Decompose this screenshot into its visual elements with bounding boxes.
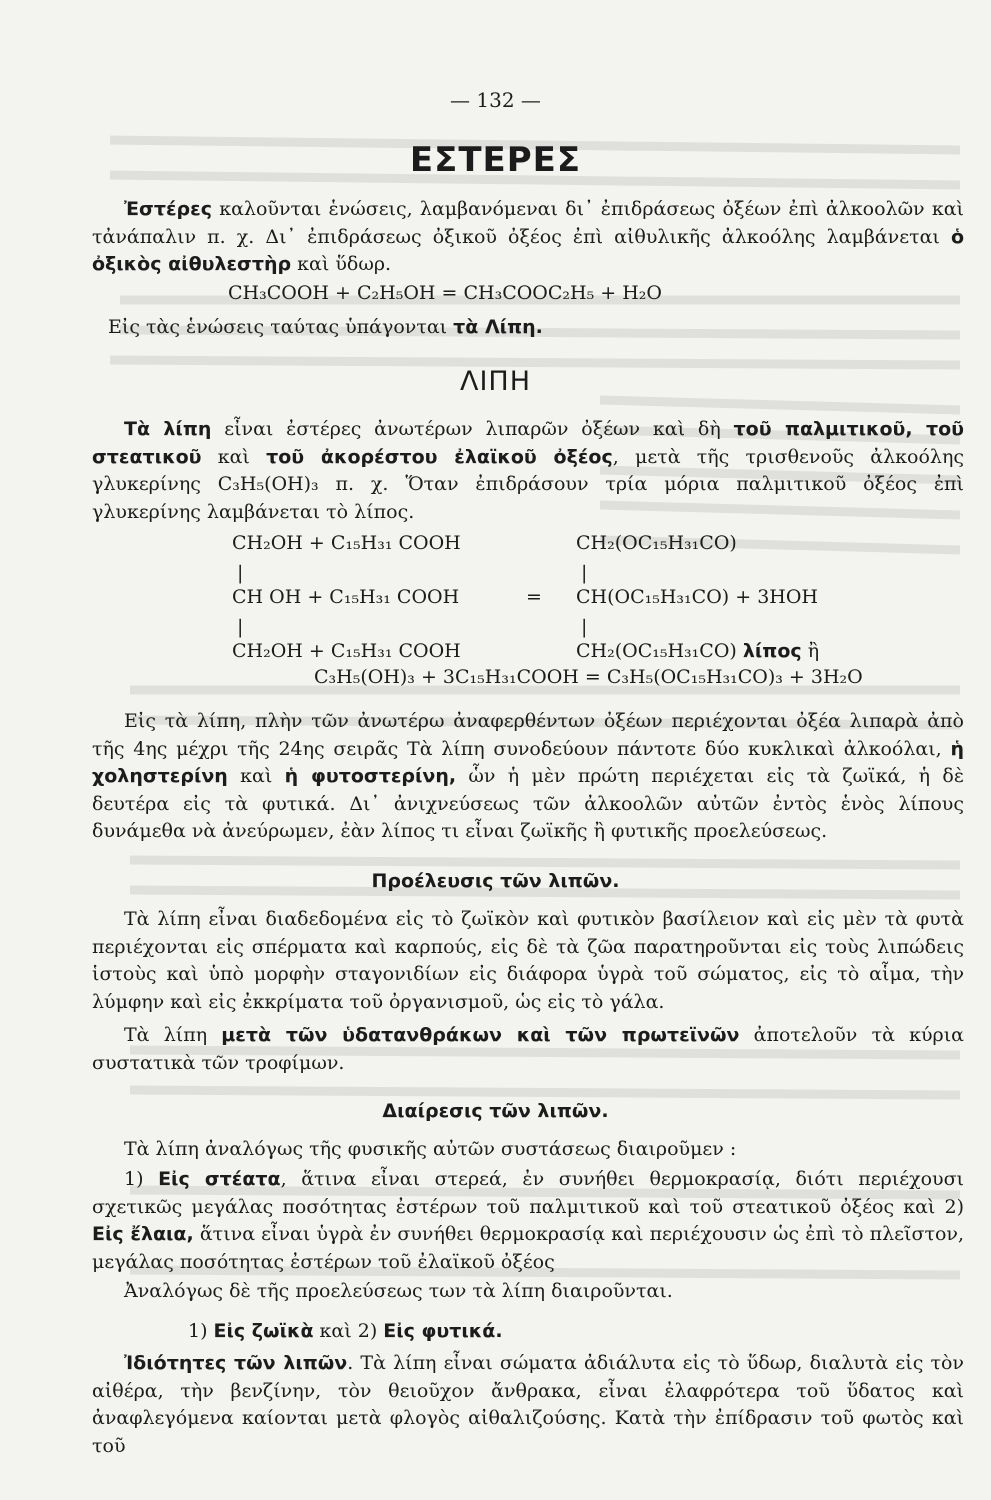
- term-the-fats: Τὰ λίπη: [124, 418, 212, 440]
- properties-text: . Τὰ λίπη εἶναι σώματα ἀδιάλυτα εἰς τὸ ὕδωρ, διαλυτὰ εἰς τὸν αἰθέρα, τὴν βενζίνην, τὸν θειοῦχον ἄνθρακα, εἶναι ἐλαφρότερα τοῦ ὕδατος καὶ ἀναφλεγόμενα καίονται μετὰ φλογὸς αἰθαλιζούσης. Κατὰ τὴν ἐπίδρασιν τοῦ φωτὸς καὶ τοῦ: [92, 1352, 964, 1457]
- fats-components-and: καὶ: [227, 765, 285, 787]
- reaction-right-row-1: CH₂(OC₁₅H₃₁CO): [576, 532, 737, 554]
- label-fat: λίπος: [742, 640, 802, 662]
- term-esters: Ἐστέρες: [124, 198, 212, 220]
- nutrition-text: Τὰ λίπη: [124, 1024, 222, 1046]
- chapter-title-esters: ΕΣΤΕΡΕΣ: [409, 140, 582, 180]
- term-tallows: Εἰς στέατα: [158, 1168, 281, 1190]
- fats-definition-text: εἶναι ἐστέρες ἀνωτέρων λιπαρῶν ὀξέων καὶ δὴ: [211, 418, 734, 440]
- division-intro: Τὰ λίπη ἀναλόγως τῆς φυσικῆς αὐτῶν συστάσεως διαιροῦμεν :: [124, 1138, 737, 1160]
- term-palmitic-stearic: τοῦ παλμιτικοῦ, τοῦ στεατικοῦ: [92, 418, 964, 468]
- section-heading-fats: ΛΙΠΗ: [459, 366, 532, 397]
- reaction-or: ἢ: [801, 640, 820, 662]
- term-ethyl-acetate: ὁ ὀξικὸς αἰθυλεστὴρ: [92, 225, 964, 275]
- term-animal: Εἰς ζωϊκὰ: [213, 1320, 314, 1342]
- reaction-right-row-2: CH(OC₁₅H₃₁CO) + 3HOH: [576, 586, 818, 608]
- term-oils: Εἰς ἔλαια,: [92, 1223, 194, 1245]
- fats-components-paragraph: [92, 708, 964, 846]
- division-item-1-text: , ἅτινα εἶναι στερεά, ἐν συνήθει θερμοκρασίᾳ, διότι περιέχουσι σχετικῶς μεγάλας ποσότητας ἐστέρων τοῦ παλμιτικοῦ καὶ τοῦ στεατικοῦ ὀξέος καὶ 2): [92, 1168, 965, 1218]
- term-properties: Ἰδιότητες τῶν λιπῶν: [124, 1352, 348, 1374]
- reaction-left-row-2: CH OH + C₁₅H₃₁ COOH: [232, 586, 460, 608]
- reaction-bond-left-1: |: [237, 562, 244, 584]
- reaction-equals-sign: =: [526, 586, 542, 608]
- esters-definition-text: καλοῦνται ἑνώσεις, λαμβανόμεναι δι᾿ ἐπιδράσεως ὀξέων ἐπὶ ἀλκοολῶν καὶ τἀνάπαλιν π. χ. Δι᾿ ἐπιδράσεως ὀξικοῦ ὀξέος ἐπὶ αἰθυλικῆς ἀλκοόλης λαμβάνεται: [92, 198, 964, 248]
- division-item-1-number: 1): [124, 1168, 159, 1190]
- term-oleic-acid: τοῦ ἀκορέστου ἐλαϊκοῦ ὀξέος: [266, 445, 613, 468]
- origin-item-1-number: 1): [188, 1320, 214, 1342]
- term-phytosterol: ἡ φυτοστερίνη,: [284, 765, 457, 787]
- reaction-bond-left-2: |: [237, 616, 244, 638]
- reaction-bond-right-1: |: [581, 562, 588, 584]
- term-fats: τὰ Λίπη.: [453, 316, 543, 338]
- reaction-right-row-3: [576, 640, 819, 662]
- term-carbs-proteins: μετὰ τῶν ὑδατανθράκων καὶ τῶν πρωτεϊνῶν: [221, 1024, 740, 1046]
- fats-components-text: Εἰς τὰ λίπη, πλὴν τῶν ἀνωτέρω ἀναφερθέντων ὀξέων περιέχονται ὀξέα λιπαρὰ ἀπὸ τῆς 4ης μέχρι τῆς 24ης σειρᾶς Τὰ λίπη συνοδεύουν πάντοτε δύο κυκλικαὶ ἀλκοόλαι,: [92, 710, 964, 760]
- esters-fats-sentence: [108, 314, 980, 342]
- origin-item-and: καὶ 2): [313, 1320, 384, 1342]
- nutrition-rest: ἀποτελοῦν τὰ κύρια συστατικὰ τῶν τροφίμων.: [92, 1024, 964, 1074]
- reaction-summary-equation: C₃H₅(OH)₃ + 3C₁₅H₃₁COOH = C₃H₅(OC₁₅H₃₁CO)₃ + 3H₂O: [314, 666, 863, 688]
- nutrition-paragraph: [92, 1022, 964, 1077]
- division-by-origin-items: [188, 1318, 888, 1346]
- page-number: — 132 —: [450, 88, 541, 112]
- division-by-consistency-paragraph: [92, 1166, 964, 1276]
- reaction-right-row-3-formula: CH₂(OC₁₅H₃₁CO): [576, 640, 737, 662]
- term-vegetable: Εἰς φυτικά.: [383, 1320, 503, 1342]
- reaction-left-row-1: CH₂OH + C₁₅H₃₁ COOH: [232, 532, 461, 554]
- reaction-bond-right-2: |: [581, 616, 588, 638]
- division-by-origin-line: Ἀναλόγως δὲ τῆς προελεύσεως των τὰ λίπη διαιροῦνται.: [124, 1280, 673, 1302]
- reaction-left-row-3: CH₂OH + C₁₅H₃₁ COOH: [232, 640, 461, 662]
- fats-definition-and: καὶ: [201, 445, 267, 468]
- origin-paragraph: Τὰ λίπη εἶναι διαδεδομένα εἰς τὸ ζωϊκὸν καὶ φυτικὸν βασίλειον καὶ εἰς μὲν τὰ φυτὰ περιέχονται εἰς σπέρματα καὶ καρπούς, εἰς δὲ τὰ ζῶα παρατηροῦνται εἰς τοὺς λιπώδεις ἱστοὺς καὶ ὑπὸ μορφὴν σταγονιδίων εἰς διάφορα ὑγρὰ τοῦ σώματος, εἰς τὸ αἷμα, τὴν λύμφην καὶ εἰς ἐκκρίματα τοῦ ὀργανισμοῦ, ὡς εἰς τὸ γάλα.: [92, 908, 964, 1013]
- term-cholesterol: ἡ χοληστερίνη: [92, 737, 964, 787]
- esters-definition-end: καὶ ὕδωρ.: [291, 253, 392, 275]
- fats-definition-rest: , μετὰ τῆς τρισθενοῦς ἀλκοόλης γλυκερίνης C₃H₅(OH)₃ π. χ. Ὅταν ἐπιδράσουν τρία μόρια παλμιτικοῦ ὀξέος ἐπὶ γλυκερίνης λαμβάνεται τὸ λίπος.: [92, 445, 964, 523]
- fats-components-rest: ὧν ἡ μὲν πρώτη περιέχεται εἰς τὰ ζωϊκά, ἡ δὲ δευτέρα εἰς τὰ φυτικά. Δι᾿ ἀνιχνεύσεως τῶν ἀλκοολῶν αὐτῶν ἐντὸς ἑνὸς λίπους δυνάμεθα νὰ ἀνεύρωμεν, ἐὰν λίπος τι εἶναι ζωϊκῆς ἢ φυτικῆς προελεύσεως.: [92, 765, 965, 842]
- properties-paragraph: [92, 1350, 964, 1460]
- section-heading-division: Διαίρεσις τῶν λιπῶν.: [382, 1100, 609, 1122]
- esterification-equation: CH₃COOH + C₂H₅OH = CH₃COOC₂H₅ + H₂O: [228, 282, 662, 304]
- division-item-2-text: ἅτινα εἶναι ὑγρὰ ἐν συνήθει θερμοκρασίᾳ καὶ περιέχουσιν ὡς ἐπὶ τὸ πλεῖστον, μεγάλας ποσότητας ἐστέρων τοῦ ἐλαϊκοῦ ὀξέος: [92, 1223, 964, 1273]
- fats-definition-paragraph: [92, 416, 964, 526]
- esters-definition-paragraph: [92, 196, 964, 279]
- esters-fats-text: Εἰς τὰς ἑνώσεις ταύτας ὑπάγονται: [108, 316, 454, 338]
- section-heading-origin: Προέλευσις τῶν λιπῶν.: [371, 870, 620, 892]
